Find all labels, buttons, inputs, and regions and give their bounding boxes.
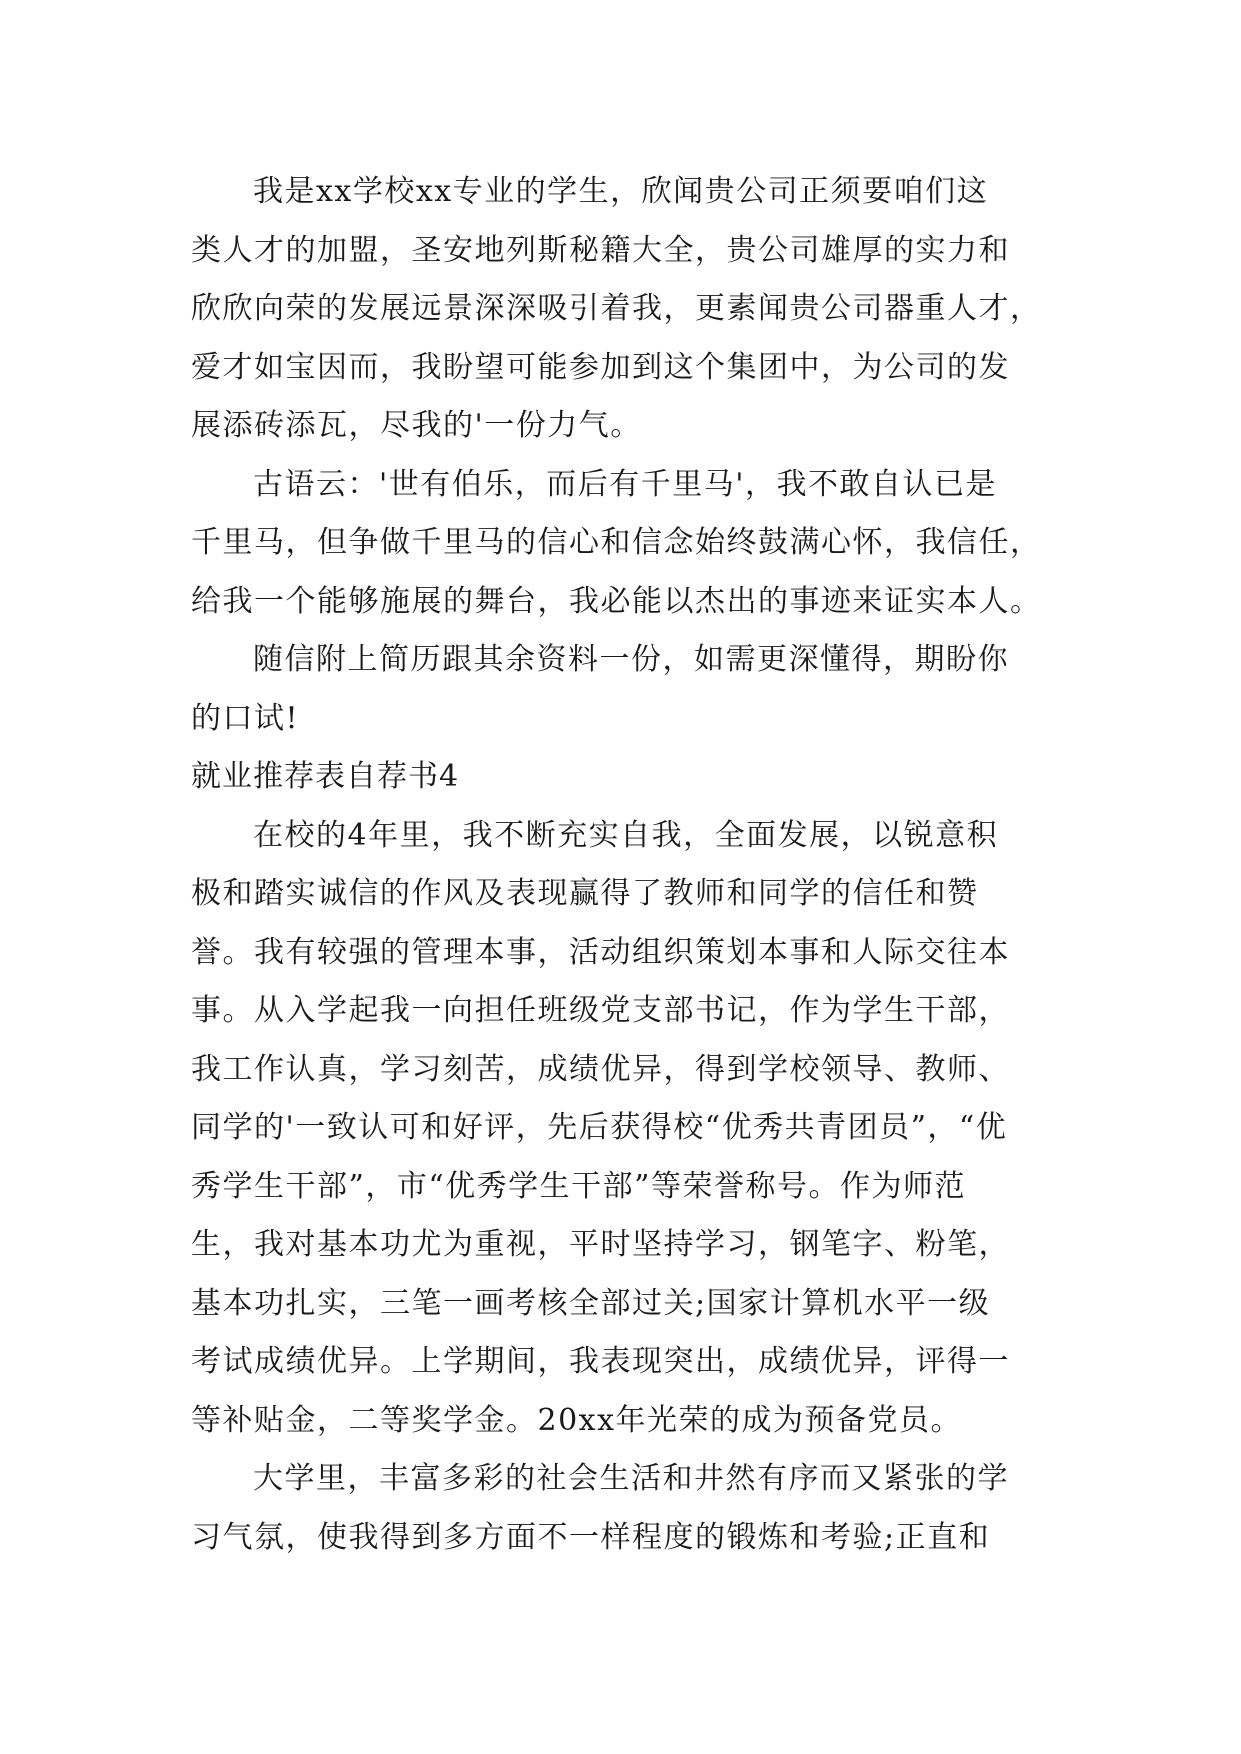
section-heading: 就业推荐表自荐书4	[191, 759, 460, 794]
text-line: 极和踏实诚信的作风及表现赢得了教师和同学的信任和赞	[191, 876, 979, 911]
text-line: 誉。我有较强的管理本事，活动组织策划本事和人际交往本	[191, 934, 1010, 970]
text-line: 我工作认真，学习刻苦，成绩优异，得到学校领导、教师、	[191, 1051, 1010, 1087]
text-line: 我是xx学校xx专业的学生，欣闻贵公司正须要咱们这	[253, 174, 989, 209]
text-line: 类人才的加盟，圣安地列斯秘籍大全，贵公司雄厚的实力和	[191, 232, 1010, 268]
text-line: 大学里，丰富多彩的社会生活和井然有序而又紧张的学	[253, 1461, 1009, 1496]
text-line: 秀学生干部”，市“优秀学生干部”等荣誉称号。作为师范	[191, 1168, 967, 1204]
text-line: 考试成绩优异。上学期间，我表现突出，成绩优异，评得一	[191, 1344, 1010, 1379]
text-line: 等补贴金，二等奖学金。20xx年光荣的成为预备党员。	[191, 1402, 963, 1438]
text-line: 给我一个能够施展的舞台，我必能以杰出的事迹来证实本人。	[191, 583, 1042, 619]
text-line: 基本功扎实，三笔一画考核全部过关;国家计算机水平一级	[191, 1285, 991, 1321]
text-line: 同学的'一致认可和好评，先后获得校“优秀共青团员”，“优	[191, 1110, 1008, 1145]
text-line: 在校的4年里，我不断充实自我，全面发展，以锐意积	[253, 817, 999, 853]
text-line: 千里马，但争做千里马的信心和信念始终鼓满心怀，我信任，	[191, 525, 1042, 560]
text-line: 事。从入学起我一向担任班级党支部书记，作为学生干部，	[191, 993, 1010, 1028]
text-line: 古语云：'世有伯乐，而后有千里马'，我不敢自认已是	[253, 466, 997, 502]
text-line: 生，我对基本功尤为重视，平时坚持学习，钢笔字、粉笔，	[191, 1227, 1010, 1262]
text-line: 的口试!	[191, 700, 300, 736]
document-body	[191, 163, 1091, 1567]
text-line: 欣欣向荣的发展远景深深吸引着我，更素闻贵公司器重人才，	[191, 291, 1042, 326]
text-line: 爱才如宝因而，我盼望可能参加到这个集团中，为公司的发	[191, 349, 1010, 385]
text-line: 展添砖添瓦，尽我的'一份力气。	[191, 408, 642, 443]
text-line: 随信附上简历跟其余资料一份，如需更深懂得，期盼你	[253, 642, 1009, 677]
text-line: 习气氛，使我得到多方面不一样程度的锻炼和考验;正直和	[191, 1519, 991, 1555]
